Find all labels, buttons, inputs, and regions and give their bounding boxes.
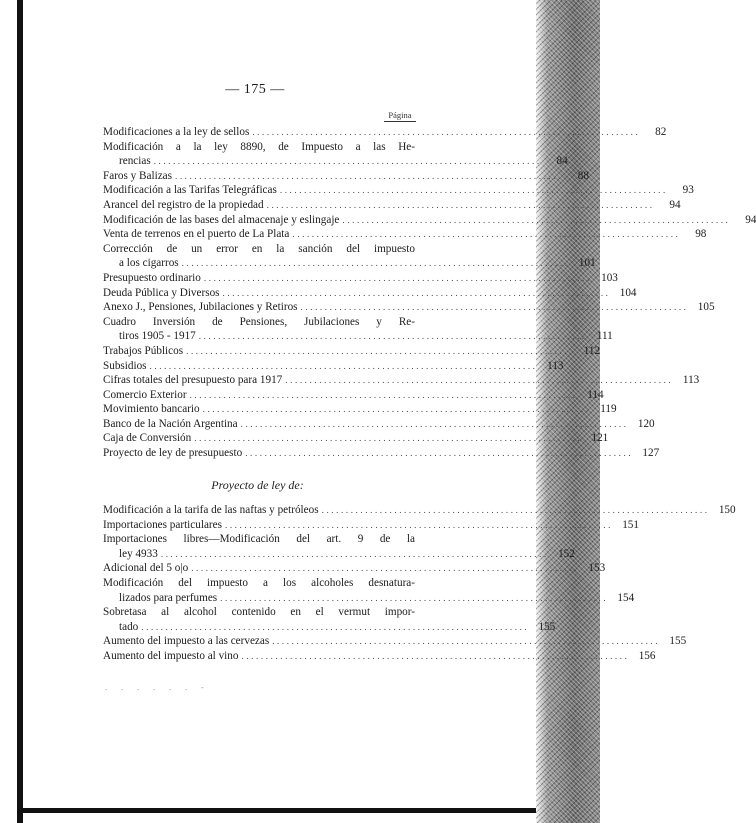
toc-entry <box>103 417 655 432</box>
scan-specks: . . . . . . - <box>105 683 210 692</box>
toc-entry-title: Arancel del registro de la propiedad <box>103 198 264 211</box>
toc-entry-page: 156 <box>638 649 656 662</box>
toc-entry-page: 119 <box>600 403 617 416</box>
dot-leader: ................................................................................ <box>222 287 611 298</box>
toc-entry-title-line: Cuadro Inversión de Pensiones, Jubilaciones y Re- <box>103 315 415 328</box>
toc-entry-page: 150 <box>718 504 736 516</box>
toc-entry-page: 127 <box>642 447 660 460</box>
toc-entry-title-line: Modificación a la ley 8890, de Impuesto a las He- <box>103 140 415 153</box>
toc-entry-title-line: Modificación del impuesto a los alcoholes desnatura- <box>103 576 415 589</box>
toc-entry <box>103 388 604 403</box>
toc-entry-title: Venta de terrenos en el puerto de La Plata <box>103 228 290 241</box>
toc-entry-title: a los cigarros <box>119 257 179 270</box>
toc-entry-title: Importaciones particulares <box>103 518 222 531</box>
toc-entry-page: 155 <box>538 620 556 633</box>
toc-entry-page: 151 <box>622 518 639 531</box>
dot-leader: ................................................................................ <box>279 185 668 196</box>
toc-entry-page: 120 <box>637 417 655 430</box>
toc-entry <box>103 605 556 634</box>
dot-leader: ................................................................................ <box>181 258 570 269</box>
toc-entry-title: Aumento del impuesto al vino <box>103 649 239 662</box>
dot-leader: ................................................................................ <box>241 650 630 661</box>
toc-entry-page: 82 <box>655 126 667 138</box>
toc-entry <box>103 373 700 388</box>
dot-leader: ................................................................................ <box>198 331 587 342</box>
toc-entry-title: tiros 1905 - 1917 <box>119 330 196 343</box>
toc-entry-title: Deuda Pública y Diversos <box>103 286 220 299</box>
scan-bottom-border <box>17 808 554 813</box>
dot-leader: ................................................................................ <box>224 519 613 530</box>
toc-entry <box>103 576 635 605</box>
dot-leader: ................................................................................ <box>174 170 563 181</box>
toc-entry <box>103 402 617 417</box>
toc-entry-title: Aumento del impuesto a las cervezas <box>103 635 270 648</box>
toc-entry <box>103 359 564 374</box>
toc-entry <box>103 532 575 561</box>
toc-entry-page: 84 <box>556 155 568 168</box>
toc-entry-title: Comercio Exterior <box>103 388 187 401</box>
toc-entry-page: 111 <box>596 330 613 343</box>
dot-leader: ................................................................................ <box>153 156 542 167</box>
dot-leader: ................................................................................ <box>202 404 591 415</box>
toc-entry-page: 98 <box>695 228 707 241</box>
dot-leader: ................................................................................ <box>321 505 710 515</box>
dot-leader: ................................................................................ <box>292 229 681 240</box>
toc-entry-page: 113 <box>547 359 564 372</box>
toc-entry-title: Cifras totales del presupuesto para 1917 <box>103 374 283 387</box>
toc-entry <box>103 286 637 301</box>
toc-entry-title: Modificaciones a la ley de sellos <box>103 126 250 138</box>
toc-entry-title: lizados para perfumes <box>119 591 218 604</box>
toc-entry-page: 154 <box>617 591 635 604</box>
toc-entry-title: tado <box>119 620 139 633</box>
toc-entry <box>103 649 656 664</box>
toc-entry-title: Trabajos Públicos <box>103 344 184 357</box>
toc-entry-title: Presupuesto ordinario <box>103 271 201 284</box>
section-title: Proyecto de ley de: <box>211 478 304 492</box>
toc-entry-page: 94 <box>669 198 681 211</box>
dot-leader: ................................................................................ <box>186 345 575 356</box>
page-number: — 175 — <box>225 82 285 97</box>
dot-leader: ................................................................................ <box>189 389 578 400</box>
toc-entry <box>103 213 756 228</box>
toc-entry-page: 94 <box>745 213 756 226</box>
toc-entry-title: ley 4933 <box>119 547 158 560</box>
toc-entry <box>103 315 613 344</box>
toc-entry-title: Movimiento bancario <box>103 403 200 416</box>
toc-entry <box>103 518 639 533</box>
dot-leader: ................................................................................ <box>300 302 689 313</box>
toc-entry-title: Modificación a las Tarifas Telegráficas <box>103 184 277 197</box>
toc-entry <box>103 446 660 461</box>
dot-leader: ................................................................................ <box>285 375 674 386</box>
toc-entry-page: 93 <box>682 184 694 197</box>
toc-entry <box>103 271 618 286</box>
toc-entry-title-line: Sobretasa al alcohol contenido en el vermut impor- <box>103 606 415 619</box>
toc-entry <box>103 227 707 242</box>
toc-entry <box>103 634 687 649</box>
toc-entry <box>103 198 681 213</box>
toc-entry <box>103 242 596 271</box>
toc-entry-title: Modificación a la tarifa de las naftas y petróleos <box>103 504 319 516</box>
toc-entry-page: 153 <box>588 562 606 575</box>
toc-entry <box>103 300 715 315</box>
toc-entry-title: Modificación de las bases del almacenaje y eslingaje <box>103 213 340 226</box>
dot-leader: ................................................................................ <box>149 360 538 371</box>
page-column-header: Página <box>384 110 416 122</box>
toc-entry-title: Banco de la Nación Argentina <box>103 417 238 430</box>
dot-leader: ................................................................................ <box>252 127 641 137</box>
dot-leader: ................................................................................ <box>194 433 583 444</box>
toc-entry-page: 103 <box>601 271 618 284</box>
dot-leader: ................................................................................ <box>220 592 609 603</box>
toc-entry-title-line: Corrección de un error en la sanción del impuesto <box>103 242 415 255</box>
dot-leader: ................................................................................ <box>245 448 634 459</box>
toc-entry-title: rencias <box>119 155 151 168</box>
section-contents <box>103 503 736 664</box>
toc-entry-page: 101 <box>578 257 596 270</box>
toc-entry <box>103 503 736 518</box>
toc-entry-title: Faros y Balizas <box>103 169 172 182</box>
toc-entry-page: 155 <box>669 635 687 648</box>
toc-entry <box>103 183 694 198</box>
toc-entry-page: 152 <box>558 547 575 560</box>
toc-entry <box>103 140 568 169</box>
toc-entry-page: 112 <box>583 344 601 357</box>
dot-leader: ................................................................................ <box>240 418 629 429</box>
toc-entry <box>103 344 601 359</box>
toc-entry <box>103 169 589 184</box>
dot-leader: ................................................................................ <box>160 548 549 559</box>
toc-entry-title: Adicional del 5 o|o <box>103 562 189 575</box>
dot-leader: ................................................................................ <box>191 563 580 574</box>
dot-leader: ................................................................................ <box>203 272 592 283</box>
toc-entry-title: Caja de Conversión <box>103 432 192 445</box>
toc-entry <box>103 431 609 446</box>
toc-entry-title: Subsidios <box>103 359 147 372</box>
dot-leader: ................................................................................ <box>141 621 530 632</box>
toc-entry-page: 114 <box>587 388 604 401</box>
toc-entry-title: Proyecto de ley de presupuesto <box>103 447 243 460</box>
toc-entry-page: 121 <box>591 432 609 445</box>
dot-leader: ................................................................................ <box>272 636 661 647</box>
scan-left-border <box>17 0 23 823</box>
toc-entry-page: 113 <box>682 374 700 387</box>
toc-entry-title-line: Importaciones libres—Modificación del art. 9 de la <box>103 533 415 546</box>
toc-entry <box>103 561 606 576</box>
toc-entry-page: 104 <box>619 286 637 299</box>
table-of-contents <box>103 125 756 461</box>
toc-entry <box>103 125 667 140</box>
dot-leader: ................................................................................ <box>342 214 731 225</box>
dot-leader: ................................................................................ <box>266 199 655 210</box>
toc-entry-title: Anexo J., Pensiones, Jubilaciones y Retiros <box>103 301 298 314</box>
toc-entry-page: 88 <box>577 169 589 182</box>
toc-entry-page: 105 <box>697 301 715 314</box>
